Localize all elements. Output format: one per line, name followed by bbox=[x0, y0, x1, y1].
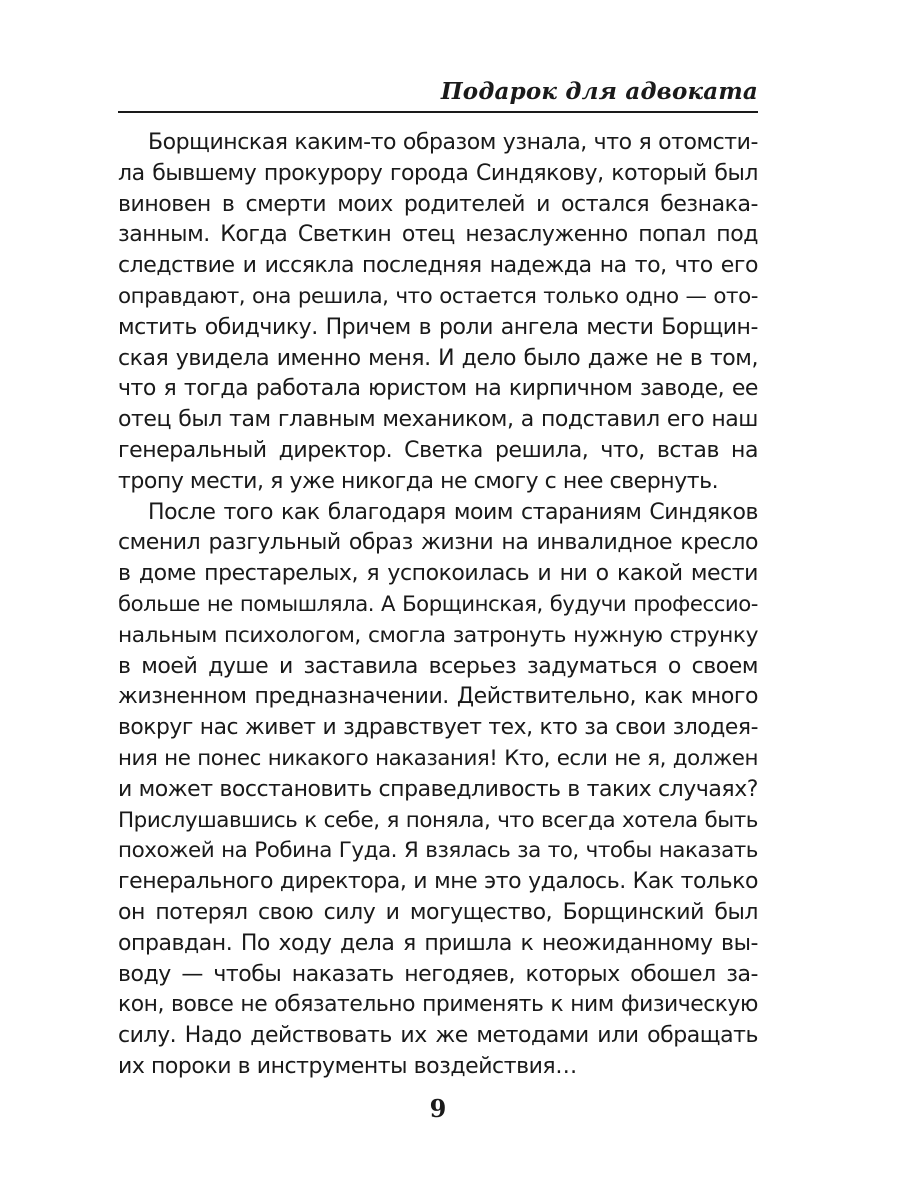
body-text bbox=[118, 128, 758, 1083]
text-line: генерального директора, и мне это удалось. Как только bbox=[118, 869, 758, 895]
text-line: Борщинская каким-то образом узнала, что я отомсти- bbox=[148, 130, 758, 155]
text-line: оправдают, она решила, что остается только одно — ото- bbox=[118, 283, 758, 309]
text-line: вокруг нас живет и здравствует тех, кто за свои злодея- bbox=[118, 715, 758, 741]
text-line: нальным психологом, смогла затронуть нужную струнку bbox=[118, 622, 758, 648]
text-line: генеральный директор. Светка решила, что, встав на bbox=[118, 437, 758, 463]
text-line: занным. Когда Светкин отец незаслуженно попал под bbox=[118, 222, 758, 248]
text-line: в моей душе и заставила всерьез задуматься о своем bbox=[118, 653, 758, 679]
text-line: После того как благодаря моим стараниям Синдяков bbox=[148, 499, 758, 525]
header-rule bbox=[118, 111, 758, 113]
text-line: отец был там главным механиком, а подставил его наш bbox=[118, 407, 758, 433]
text-line: он потерял свою силу и могущество, Борщинский был bbox=[118, 899, 758, 925]
text-line: мстить обидчику. Причем в роли ангела мести Борщин- bbox=[118, 314, 758, 340]
text-line: их пороки в инструменты воздействия… bbox=[118, 1053, 577, 1079]
text-line: жизненном предназначении. Действительно, как много bbox=[118, 684, 758, 710]
text-line: ла бывшему прокурору города Синдякову, который был bbox=[118, 160, 758, 186]
text-line: виновен в смерти моих родителей и остался безнака- bbox=[118, 191, 758, 217]
paragraph-1 bbox=[118, 128, 758, 498]
text-line: следствие и иссякла последняя надежда на то, что его bbox=[118, 253, 758, 279]
text-line: Прислушавшись к себе, я поняла, что всегда хотела быть bbox=[118, 807, 758, 833]
page-number: 9 bbox=[429, 1094, 447, 1123]
text-line: ния не понес никакого наказания! Кто, если не я, должен bbox=[118, 745, 758, 771]
paragraph-2 bbox=[118, 498, 758, 1083]
text-line: силу. Надо действовать их же методами или обращать bbox=[118, 1023, 758, 1049]
text-line: больше не помышляла. А Борщинская, будучи профессио- bbox=[118, 591, 758, 617]
text-line: тропу мести, я уже никогда не смогу с нее свернуть. bbox=[118, 468, 719, 494]
running-head: Подарок для адвоката bbox=[440, 78, 758, 105]
text-line: что я тогда работала юристом на кирпичном заводе, ее bbox=[118, 376, 758, 402]
text-line: оправдан. По ходу дела я пришла к неожиданному вы- bbox=[118, 930, 758, 956]
text-line: похожей на Робина Гуда. Я взялась за то, чтобы наказать bbox=[118, 838, 758, 864]
text-line: кон, вовсе не обязательно применять к ним физическую bbox=[118, 992, 758, 1018]
text-line: ская увидела именно меня. И дело было даже не в том, bbox=[118, 345, 758, 371]
text-line: и может восстановить справедливость в таких случаях? bbox=[118, 776, 758, 802]
text-line: воду — чтобы наказать негодяев, которых обошел за- bbox=[118, 961, 758, 987]
text-line: сменил разгульный образ жизни на инвалидное кресло bbox=[118, 530, 758, 556]
text-line: в доме престарелых, я успокоилась и ни о какой мести bbox=[118, 561, 758, 587]
